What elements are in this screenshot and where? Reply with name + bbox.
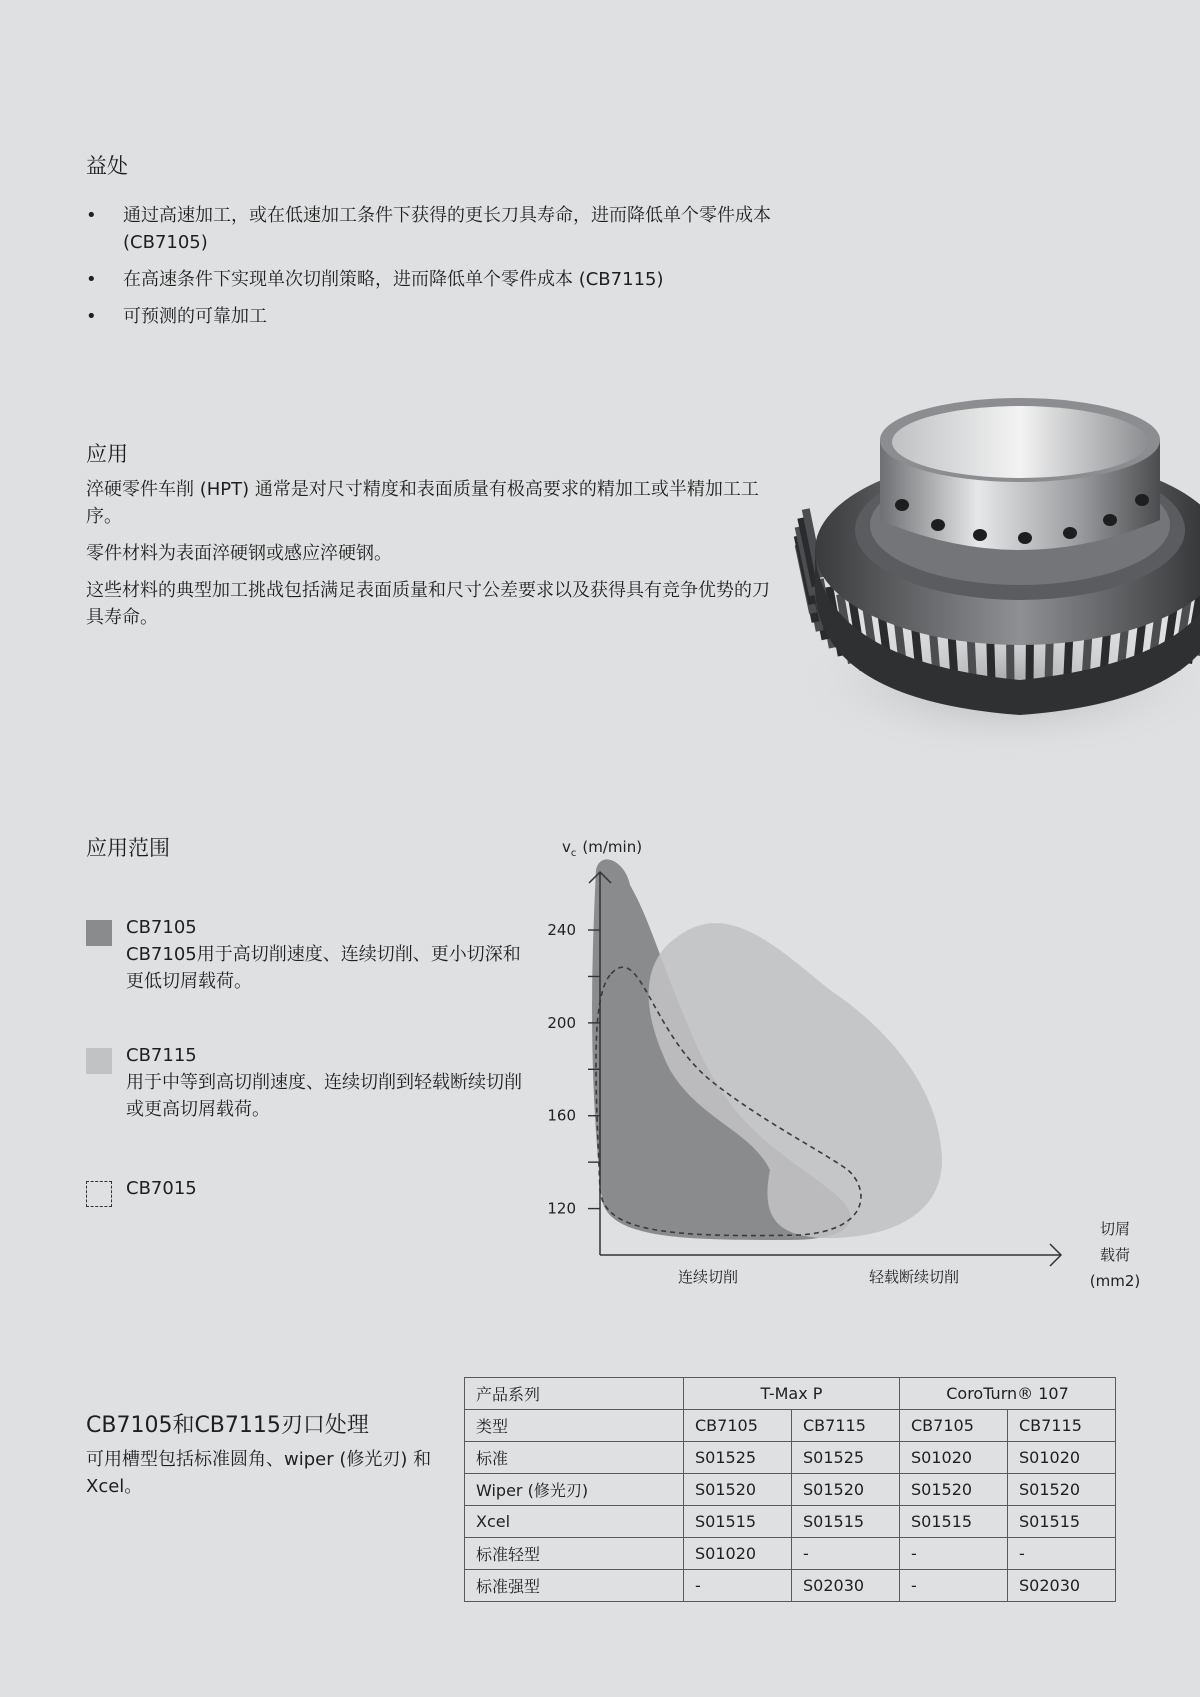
table-cell: S01515 [684,1506,792,1538]
x-tick-label: 轻载断续切削 [868,1268,960,1286]
x-axis-title-line: 载荷 [1099,1246,1131,1264]
benefit-text: 通过高速加工，或在低速加工条件下获得的更长刀具寿命，进而降低单个零件成本 (CB7105) [123,205,771,253]
table-cell: S01520 [900,1474,1008,1506]
legend-desc: CB7105用于高切削速度、连续切削、更小切深和更低切屑载荷。 [126,944,521,992]
bullet-dot: • [86,205,97,226]
table-cell: Xcel [465,1506,684,1538]
legend-swatch-dashed [86,1181,112,1207]
benefits-list [86,202,846,330]
table-cell: 类型 [465,1410,684,1442]
list-item [86,303,846,330]
table-cell: S01515 [1008,1506,1116,1538]
table-cell: S01020 [1008,1442,1116,1474]
bullet-dot: • [86,306,97,327]
application-range-chart [530,830,1150,1300]
benefit-text: 在高速条件下实现单次切削策略，进而降低单个零件成本 (CB7115) [123,269,664,290]
legend-swatch-light [86,1048,112,1074]
table-cell: - [1008,1538,1116,1570]
benefits-title: 益处 [86,154,128,178]
benefits-section [86,150,846,340]
table-cell: S01520 [684,1474,792,1506]
spec-table [464,1377,1116,1602]
table-cell: Wiper (修光刃) [465,1474,684,1506]
table-header-cell: 产品系列 [465,1378,684,1410]
application-title: 应用 [86,442,128,466]
x-tick-label: 连续切削 [677,1268,739,1286]
legend-name: CB7015 [126,1178,197,1199]
table-cell: S01515 [792,1506,900,1538]
table-cell: S01525 [792,1442,900,1474]
table-cell: S01020 [900,1442,1008,1474]
table-cell: S01520 [792,1474,900,1506]
table-cell: - [684,1570,792,1602]
table-cell: 标准轻型 [465,1538,684,1570]
table-header-cell: T-Max P [684,1378,900,1410]
table-cell: - [792,1538,900,1570]
table-cell: CB7105 [900,1410,1008,1442]
edge-title: CB7105和CB7115刃口处理 [86,1413,369,1438]
y-tick-label: 200 [547,1013,576,1032]
legend-item-cb7115 [86,1042,526,1123]
table-cell: S01020 [684,1538,792,1570]
table-cell: S02030 [1008,1570,1116,1602]
table-cell: - [900,1570,1008,1602]
table-cell: 标准 [465,1442,684,1474]
table-row [465,1570,1116,1602]
table-cell: - [900,1538,1008,1570]
application-paragraph: 淬硬零件车削 (HPT) 通常是对尺寸精度和表面质量有极高要求的精加工或半精加工工序。 [86,479,759,527]
y-tick-label: 240 [547,921,576,940]
edge-desc: 可用槽型包括标准圆角、wiper (修光刃) 和Xcel。 [86,1449,432,1497]
legend-swatch-dark [86,920,112,946]
list-item [86,266,846,293]
table-cell: S01515 [900,1506,1008,1538]
legend-desc: 用于中等到高切削速度、连续切削到轻载断续切削或更高切屑载荷。 [126,1072,522,1120]
table-cell: CB7115 [1008,1410,1116,1442]
legend-item-cb7015 [86,1175,526,1202]
table-row [465,1410,1116,1442]
application-section [86,438,786,641]
gear-image [780,380,1200,780]
table-cell: S01520 [1008,1474,1116,1506]
table-row [465,1538,1116,1570]
table-cell: S02030 [792,1570,900,1602]
table-cell: CB7115 [792,1410,900,1442]
table-row [465,1442,1116,1474]
legend-name: CB7115 [126,1045,197,1066]
table-header-cell: CoroTurn® 107 [900,1378,1116,1410]
range-title: 应用范围 [86,836,170,860]
y-axis-title: $v_c$ (m/min) [562,838,643,859]
table-cell: S01525 [684,1442,792,1474]
bullet-dot: • [86,269,97,290]
legend-name: CB7105 [126,917,197,938]
list-item [86,202,846,256]
legend-item-cb7105 [86,914,526,995]
table-header-row [465,1378,1116,1410]
table-cell: 标准强型 [465,1570,684,1602]
table-cell: CB7105 [684,1410,792,1442]
benefit-text: 可预测的可靠加工 [123,306,267,327]
x-axis-title-line: (mm2) [1089,1272,1141,1290]
x-axis-title-line: 切屑 [1099,1220,1131,1238]
y-tick-label: 120 [547,1199,576,1218]
table-row [465,1506,1116,1538]
application-paragraph: 零件材料为表面淬硬钢或感应淬硬钢。 [86,543,392,564]
y-ticks [547,921,600,1218]
y-tick-label: 160 [547,1106,576,1125]
application-paragraph: 这些材料的典型加工挑战包括满足表面质量和尺寸公差要求以及获得具有竞争优势的刀具寿命。 [86,580,770,628]
table-row [465,1474,1116,1506]
